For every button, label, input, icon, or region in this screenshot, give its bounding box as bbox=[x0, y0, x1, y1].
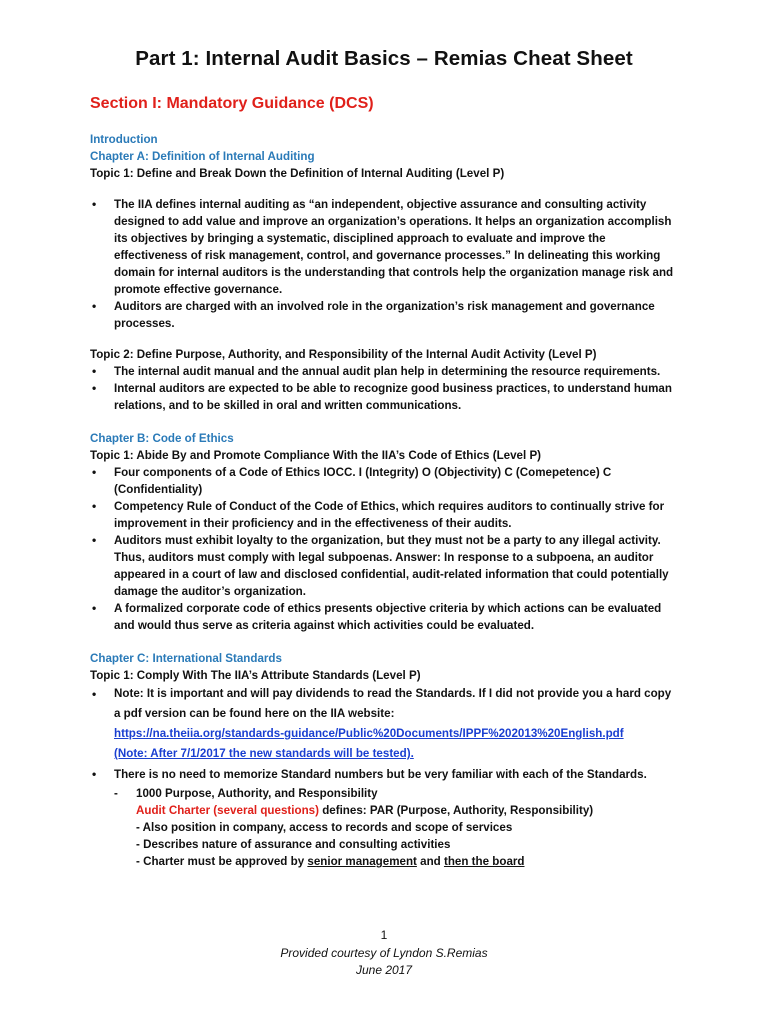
page-number: 1 bbox=[380, 928, 388, 942]
list-item: • Auditors must exhibit loyalty to the organization, but they must not be a party to any illegal activity. Thus, auditors must comply with legal subpoenas. Answer: In response to a subpoena, an auditor appeared in a court of law and disclosed confidential, audit-related information that could potentially damage the auditor’s organization. bbox=[90, 532, 680, 600]
standard-1000-block bbox=[90, 785, 680, 870]
chapter-c-heading: Chapter C: International Standards bbox=[90, 652, 282, 665]
section-heading: Section I: Mandatory Guidance (DCS) bbox=[90, 95, 374, 112]
note-text: It is important and will pay dividends to read the Standards. If I did not provide you a hard copy a pdf version can be found here on the IIA website: bbox=[114, 687, 672, 720]
senior-management-text: senior management bbox=[307, 855, 417, 868]
chapter-a-topic-1-heading: Topic 1: Define and Break Down the Definition of Internal Auditing (Level P) bbox=[90, 167, 505, 180]
chapter-b-topic-1-list bbox=[90, 464, 680, 634]
chapter-a-topic-2-list bbox=[90, 363, 680, 414]
chapter-c-topic-1-heading: Topic 1: Comply With The IIA’s Attribute Standards (Level P) bbox=[90, 669, 421, 682]
charter-detail-2: - Describes nature of assurance and consulting activities bbox=[136, 838, 451, 851]
chapter-b-heading: Chapter B: Code of Ethics bbox=[90, 432, 234, 445]
chapter-a-topic-1-list bbox=[90, 196, 680, 332]
list-item bbox=[90, 684, 680, 764]
list-item: • Internal auditors are expected to be able to recognize good business practices, to understand human relations, and to be skilled in oral and written communications. bbox=[90, 380, 680, 414]
standards-pdf-link[interactable]: https://na.theiia.org/standards-guidance/Public%20Documents/IPPF%202013%20English.pdf bbox=[114, 727, 624, 740]
charter-detail-1: - Also position in company, access to records and scope of services bbox=[136, 821, 513, 834]
chapter-c-topic-1-list bbox=[90, 684, 680, 783]
audit-charter-line bbox=[136, 802, 680, 819]
board-text: then the board bbox=[443, 855, 525, 868]
list-item: • The IIA defines internal auditing as “an independent, objective assurance and consulting activity designed to add value and improve an organization’s operations. It helps an organization accomplish its objectives by bringing a systematic, disciplined approach to evaluate and improve the effectiveness of risk management, control, and governance processes.” In delineating this working domain for internal auditors is the understanding that controls help the organization manage risk and promote effective governance. bbox=[90, 196, 680, 298]
standard-1000-heading: 1000 Purpose, Authority, and Responsibility bbox=[136, 787, 378, 800]
date-line: June 2017 bbox=[355, 963, 413, 977]
chapter-a-heading: Chapter A: Definition of Internal Auditing bbox=[90, 150, 315, 163]
dash-marker: - bbox=[114, 787, 118, 800]
courtesy-line: Provided courtesy of Lyndon S.Remias bbox=[280, 946, 488, 960]
list-item: • A formalized corporate code of ethics presents objective criteria by which actions can be evaluated and would thus serve as criteria against which activities could be evaluated. bbox=[90, 600, 680, 634]
list-item: • The internal audit manual and the annual audit plan help in determining the resource requirements. bbox=[90, 363, 680, 380]
document-title: Part 1: Internal Audit Basics – Remias Cheat Sheet bbox=[135, 47, 633, 70]
note-label: Note: bbox=[114, 687, 144, 700]
list-item: • Auditors are charged with an involved role in the organization’s risk management and governance processes. bbox=[90, 298, 680, 332]
charter-detail-3 bbox=[136, 853, 680, 870]
page-footer bbox=[0, 945, 768, 979]
document-body bbox=[90, 131, 680, 870]
audit-charter-text: defines: PAR (Purpose, Authority, Responsibility) bbox=[318, 804, 594, 817]
list-item: • Competency Rule of Conduct of the Code of Ethics, which requires auditors to continually strive for improvement in their proficiency and in the effectiveness of their audits. bbox=[90, 498, 680, 532]
charter-approval-text: - Charter must be approved by bbox=[136, 855, 308, 868]
list-item: • Four components of a Code of Ethics IOCC. I (Integrity) O (Objectivity) C (Comepetence) C (Confidentiality) bbox=[90, 464, 680, 498]
chapter-a-topic-2-heading: Topic 2: Define Purpose, Authority, and Responsibility of the Internal Audit Activity (Level P) bbox=[90, 348, 597, 361]
introduction-heading: Introduction bbox=[90, 133, 158, 146]
and-text: and bbox=[416, 855, 444, 868]
chapter-b-topic-1-heading: Topic 1: Abide By and Promote Compliance With the IIA’s Code of Ethics (Level P) bbox=[90, 449, 542, 462]
list-item: • There is no need to memorize Standard numbers but be very familiar with each of the Standards. bbox=[90, 766, 680, 783]
audit-charter-label: Audit Charter (several questions) bbox=[136, 804, 319, 817]
standards-note-link[interactable]: (Note: After 7/1/2017 the new standards will be tested). bbox=[114, 747, 414, 760]
